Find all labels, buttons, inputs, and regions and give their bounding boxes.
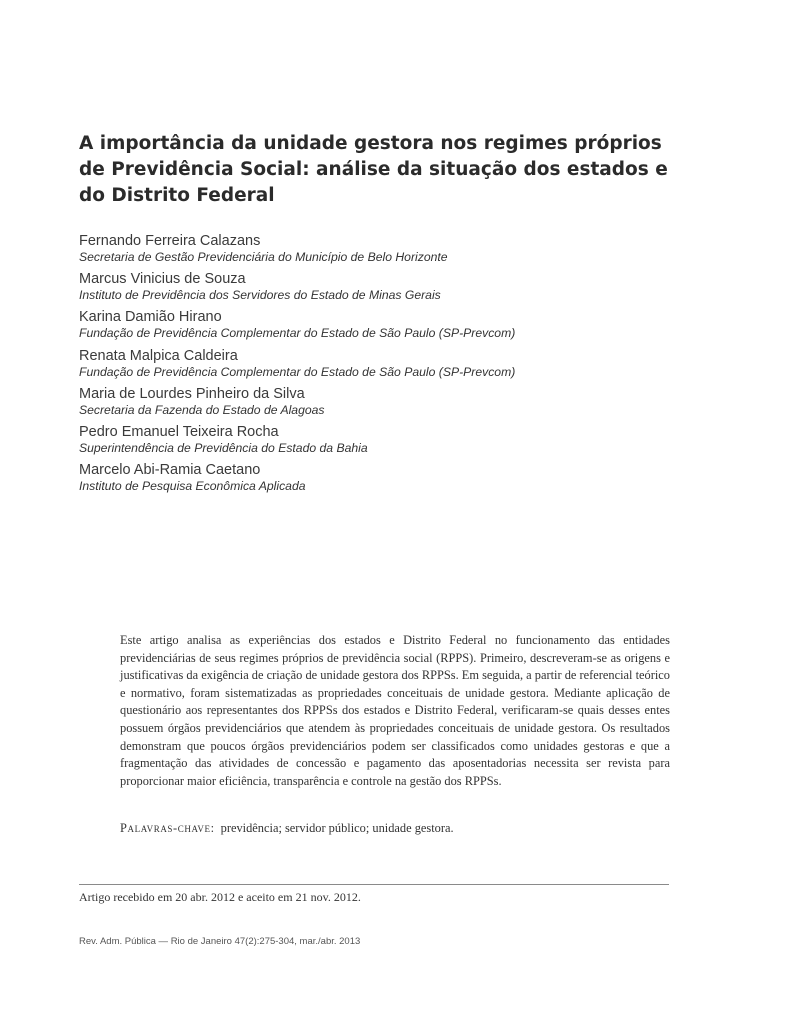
author-name: Pedro Emanuel Teixeira Rocha xyxy=(79,423,279,440)
received-note: Artigo recebido em 20 abr. 2012 e aceito em 21 nov. 2012. xyxy=(79,890,361,904)
author-entry xyxy=(79,386,699,424)
author-entry xyxy=(79,424,699,462)
author-entry xyxy=(79,348,699,386)
author-entry xyxy=(79,309,699,347)
author-name: Karina Damião Hirano xyxy=(79,309,222,326)
author-name: Fernando Ferreira Calazans xyxy=(79,233,261,249)
author-affiliation: Secretaria da Fazenda do Estado de Alagoas xyxy=(79,402,325,417)
author-entry xyxy=(79,233,699,271)
keywords-label: Palavras-chave: xyxy=(120,821,215,835)
author-name: Renata Malpica Caldeira xyxy=(79,347,238,364)
author-entry xyxy=(79,462,699,500)
keywords xyxy=(120,820,670,837)
abstract: Este artigo analisa as experiências dos estados e Distrito Federal no funcionamento das entidades previdenciárias de seus regimes próprios de previdência social (RPPS). Primeiro, descreveram-se as origens e justificativas da exigência de criação de unidade gestora dos RPPSs. Em seguida, a partir de referencial teórico e normativo, foram sistematizadas as propriedades conceituais de unidade gestora. Mediante aplicação de questionário aos representantes dos RPPSs dos estados e Distrito Federal, verificaram-se quais desses entes possuem órgãos previdenciários que atendem às propriedades conceituais de unidade gestora. Os resultados demonstram que poucos órgãos previdenciários podem ser classificados como unidades gestoras e que a fragmentação das atividades de concessão e pagamento das aposentadorias necessita ser revista para proporcionar maior eficiência, transparência e controle na gestão dos RPPSs. xyxy=(120,633,670,788)
author-list xyxy=(79,233,699,500)
author-affiliation: Instituto de Previdência dos Servidores do Estado de Minas Gerais xyxy=(79,288,441,303)
author-affiliation: Superintendência de Previdência do Estado da Bahia xyxy=(79,440,368,455)
journal-citation: Rev. Adm. Pública — Rio de Janeiro 47(2):275-304, mar./abr. 2013 xyxy=(79,936,361,947)
author-affiliation: Secretaria de Gestão Previdenciária do Município de Belo Horizonte xyxy=(79,250,448,264)
author-affiliation: Fundação de Previdência Complementar do Estado de São Paulo (SP-Prevcom) xyxy=(79,364,516,379)
author-entry xyxy=(79,271,699,309)
author-affiliation: Fundação de Previdência Complementar do Estado de São Paulo (SP-Prevcom) xyxy=(79,326,516,341)
article-title: A importância da unidade gestora nos regimes próprios de Previdência Social: análise da situação dos estados e do Distrito Federal xyxy=(79,133,668,206)
author-affiliation: Instituto de Pesquisa Econômica Aplicada xyxy=(79,479,306,494)
author-name: Marcelo Abi-Ramia Caetano xyxy=(79,462,261,479)
author-name: Maria de Lourdes Pinheiro da Silva xyxy=(79,385,305,402)
author-name: Marcus Vinicius de Souza xyxy=(79,271,246,288)
footnote-divider xyxy=(79,884,669,885)
keywords-text: previdência; servidor público; unidade gestora. xyxy=(220,821,454,835)
